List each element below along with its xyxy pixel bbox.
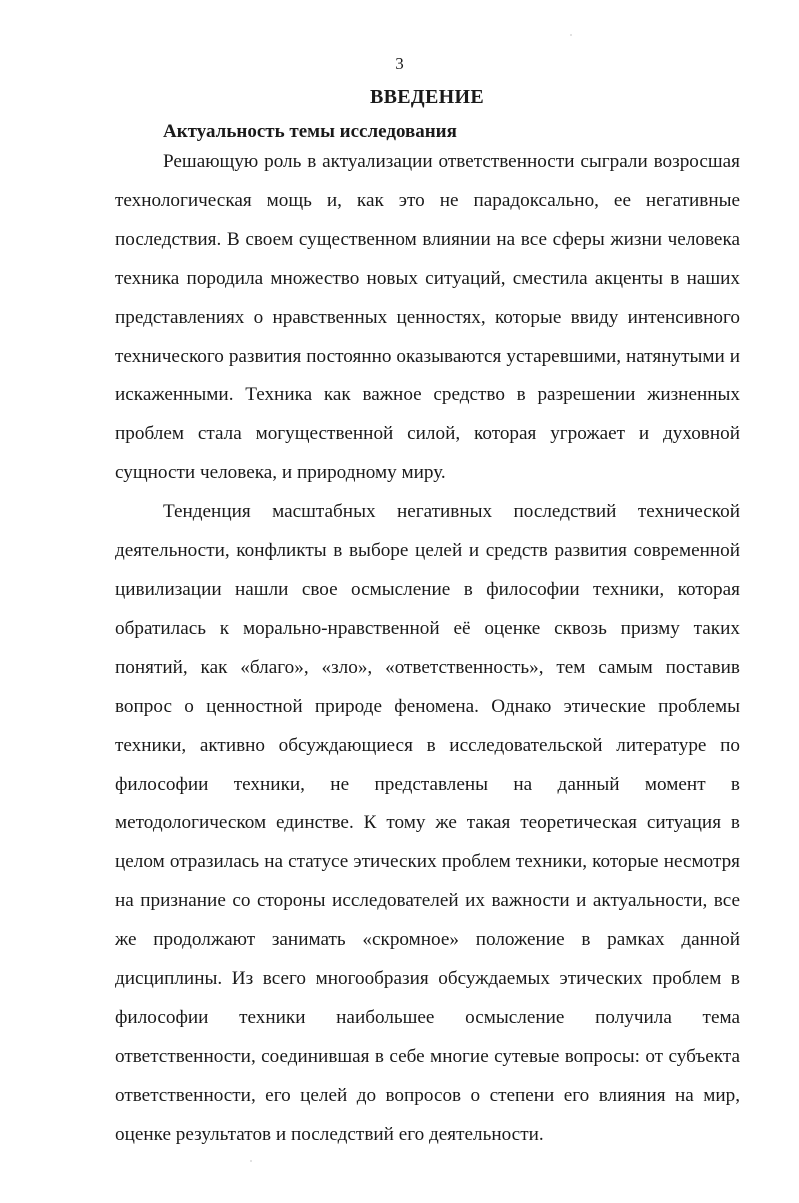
page-number: 3 <box>395 54 404 73</box>
section-heading: Актуальность темы исследования <box>163 121 457 142</box>
page-title: ВВЕДЕНИЕ <box>370 86 484 108</box>
scan-speck <box>570 34 572 36</box>
scan-speck <box>250 1160 252 1162</box>
body-text <box>115 143 740 1155</box>
paragraph-2: Тенденция масштабных негативных последствий технической деятельности, конфликты в выборе целей и средств развития современной цивилизации нашли свое осмысление в философии техники, которая обратилась к морально-нравственной её оценке сквозь призму таких понятий, как «благо», «зло», «ответственность», тем самым поставив вопрос о ценностной природе феномена. Однако этические проблемы техники, активно обсуждающиеся в исследовательской литературе по философии техники, не представлены на данный момент в методологическом единстве. К тому же такая теоретическая ситуация в целом отразилась на статусе этических проблем техники, которые несмотря на признание со стороны исследователей их важности и актуальности, все же продолжают занимать «скромное» положение в рамках данной дисциплины. Из всего многообразия обсуждаемых этических проблем в философии техники наибольшее осмысление получила тема ответственности, соединившая в себе многие сутевые вопросы: от субъекта ответственности, его целей до вопросов о степени его влияния на мир, оценке результатов и последствий его деятельности. <box>115 501 740 1145</box>
paragraph-1: Решающую роль в актуализации ответственности сыграли возросшая технологическая мощь и, как это не парадоксально, ее негативные последствия. В своем существенном влиянии на все сферы жизни человека техника породила множество новых ситуаций, сместила акценты в наших представлениях о нравственных ценностях, которые ввиду интенсивного технического развития постоянно оказываются устаревшими, натянутыми и искаженными. Техника как важное средство в разрешении жизненных проблем стала могущественной силой, которая угрожает и духовной сущности человека, и природному миру. <box>115 151 740 484</box>
